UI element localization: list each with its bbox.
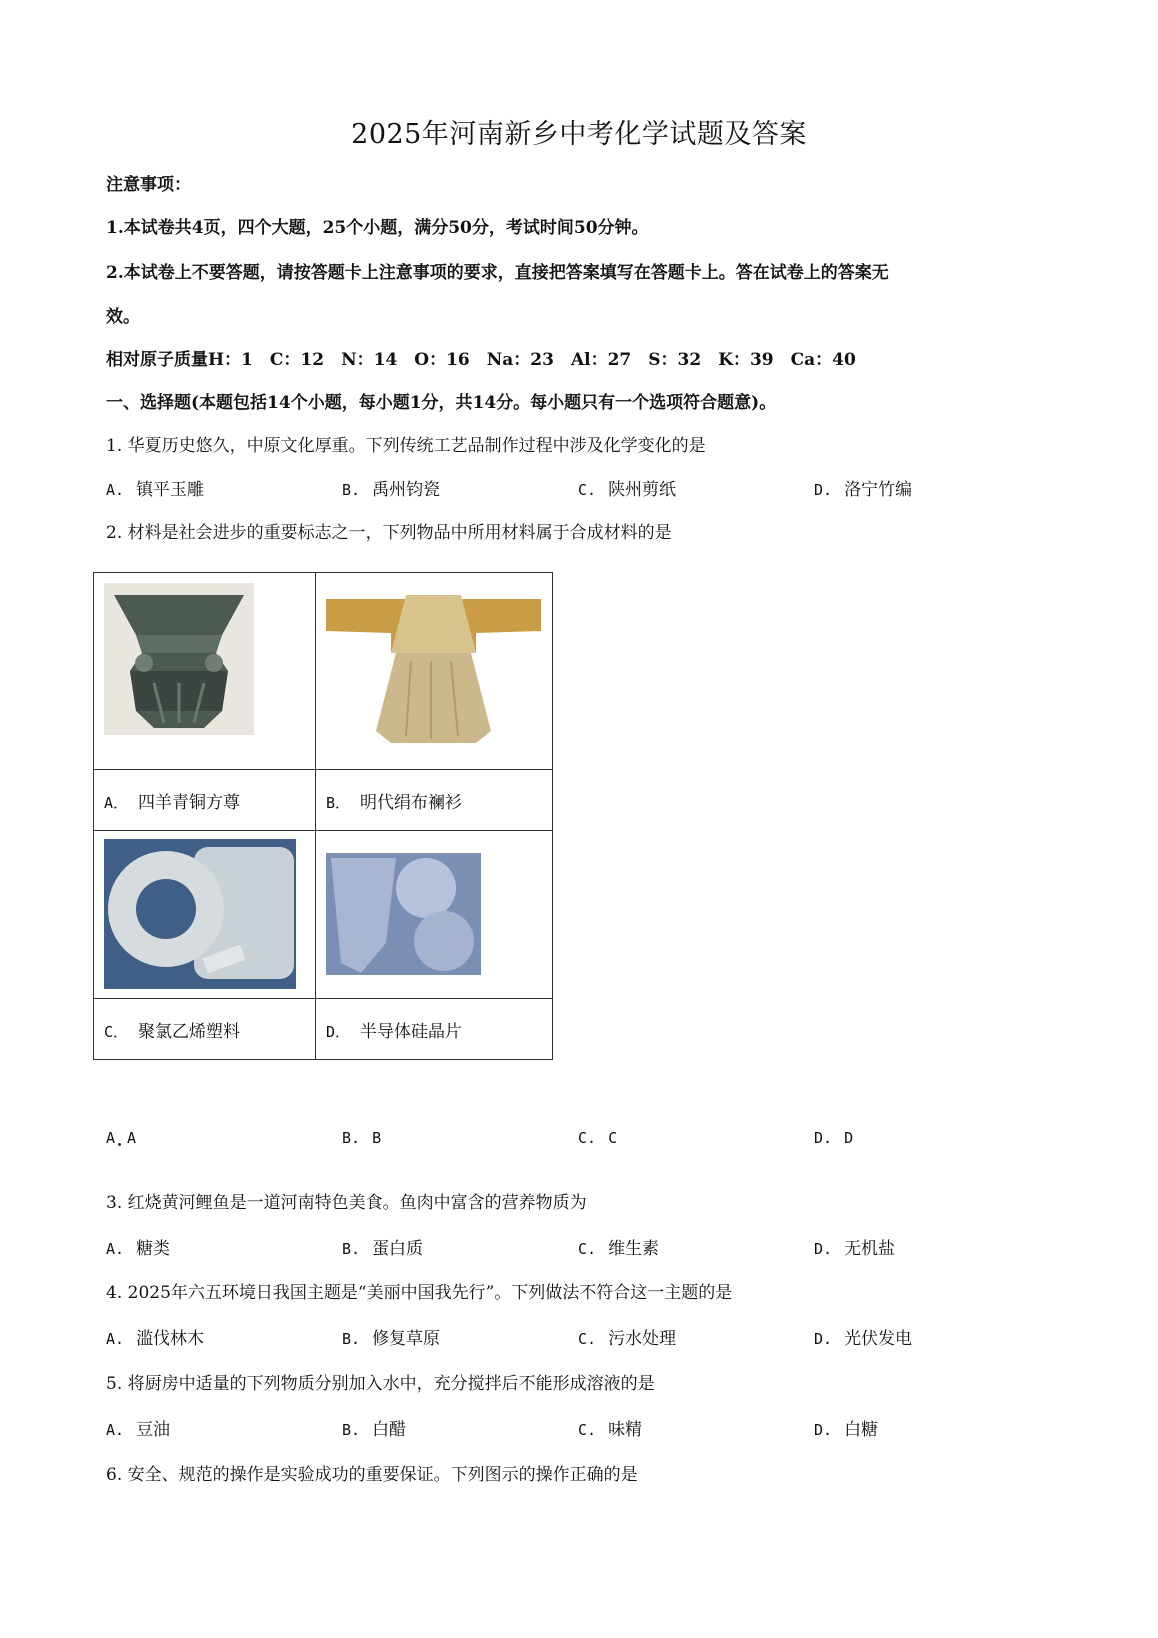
option-d: D. 光伏发电	[814, 1329, 913, 1349]
option-b: B. B	[342, 1129, 382, 1147]
image-cell-d	[316, 831, 553, 999]
question-stem: 6. 安全、规范的操作是实验成功的重要保证。下列图示的操作正确的是	[106, 1465, 638, 1485]
stray-dot	[118, 1143, 121, 1146]
silicon-wafer-image	[326, 853, 481, 975]
option-b: B. 蛋白质	[342, 1239, 424, 1259]
label-cell-a: A． 四羊青铜方尊	[94, 770, 316, 831]
option-c: C. C	[578, 1129, 618, 1147]
question-stem: 3. 红烧黄河鲤鱼是一道河南特色美食。鱼肉中富含的营养物质为	[106, 1193, 587, 1213]
option-c: C. 陕州剪纸	[578, 480, 677, 500]
atomic-mass-line: 相对原子质量H：1 C：12 N：14 O：16 Na：23 Al：27 S：32 K：39 Ca：40	[106, 350, 856, 370]
material-image-table	[93, 572, 553, 1060]
option-b: B. 禹州钧瓷	[342, 480, 441, 500]
option-d: D. 洛宁竹编	[814, 480, 913, 500]
option-c: C. 污水处理	[578, 1329, 677, 1349]
question-stem: 2. 材料是社会进步的重要标志之一，下列物品中所用材料属于合成材料的是	[106, 523, 672, 543]
notice-heading: 注意事项：	[106, 175, 191, 195]
label-cell-b: B． 明代绢布襕衫	[316, 770, 553, 831]
option-a: A. 豆油	[106, 1420, 171, 1440]
section-heading: 一、选择题(本题包括14个小题，每小题1分，共14分。每小题只有一个选项符合题意)。	[106, 393, 777, 413]
option-c: C. 味精	[578, 1420, 643, 1440]
label-cell-d: D． 半导体硅晶片	[316, 999, 553, 1060]
ming-robe-image	[326, 591, 541, 751]
image-cell-b	[316, 573, 553, 770]
image-cell-a	[94, 573, 316, 770]
option-d: D. 无机盐	[814, 1239, 896, 1259]
option-b: B. 修复草原	[342, 1329, 441, 1349]
question-stem: 1. 华夏历史悠久，中原文化厚重。下列传统工艺品制作过程中涉及化学变化的是	[106, 436, 706, 456]
option-d: D. 白糖	[814, 1420, 879, 1440]
option-a: A A	[106, 1129, 137, 1147]
option-a: A. 滥伐林木	[106, 1329, 205, 1349]
notice-item-2-cont: 效。	[106, 307, 140, 327]
image-cell-c	[94, 831, 316, 999]
question-stem: 5. 将厨房中适量的下列物质分别加入水中，充分搅拌后不能形成溶液的是	[106, 1374, 655, 1394]
option-c: C. 维生素	[578, 1239, 660, 1259]
page-title: 2025年河南新乡中考化学试题及答案	[351, 119, 807, 150]
option-d: D. D	[814, 1129, 854, 1147]
question-stem: 4. 2025年六五环境日我国主题是“美丽中国我先行”。下列做法不符合这一主题的是	[106, 1283, 733, 1303]
notice-item-1: 1.本试卷共4页，四个大题，25个小题，满分50分，考试时间50分钟。	[106, 218, 649, 238]
option-a: A. 镇平玉雕	[106, 480, 205, 500]
label-cell-c: C． 聚氯乙烯塑料	[94, 999, 316, 1060]
notice-item-2: 2.本试卷上不要答题，请按答题卡上注意事项的要求，直接把答案填写在答题卡上。答在试卷上的答案无	[106, 263, 889, 283]
option-a: A. 糖类	[106, 1239, 171, 1259]
bronze-zun-image	[104, 583, 254, 735]
option-b: B. 白醋	[342, 1420, 407, 1440]
pvc-plastic-image	[104, 839, 296, 989]
